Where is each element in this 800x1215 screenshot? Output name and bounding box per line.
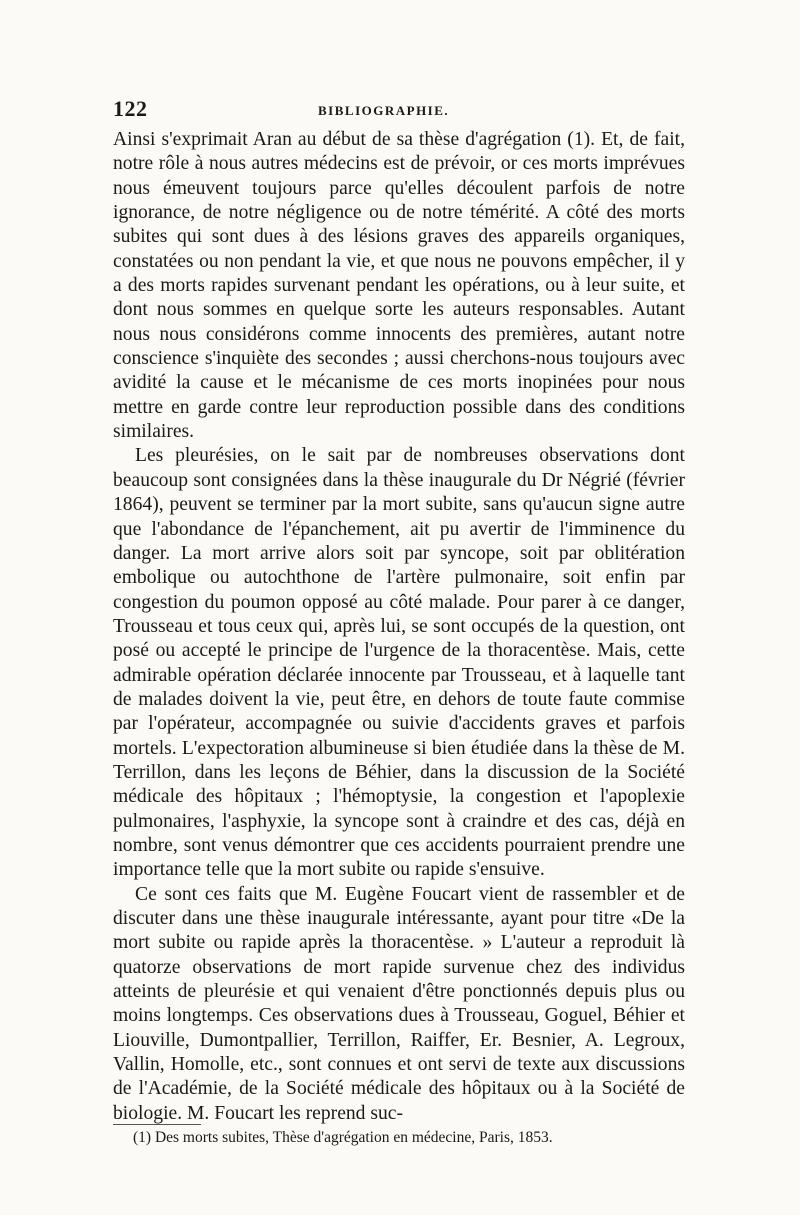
page-header bbox=[113, 96, 685, 124]
running-title: BIBLIOGRAPHIE. bbox=[318, 103, 450, 118]
paragraph-2: Les pleurésies, on le sait par de nombreuses observations dont beaucoup sont consignées dans la thèse inaugurale du Dr Négrié (février 1864), peuvent se terminer par la mort subite, sans qu'aucun signe autre que l'abondance de l'épanchement, ait pu avertir de l'imminence du danger. La mort arrive alors soit par syncope, soit par oblitération embolique ou autochthone de l'artère pulmonaire, soit enfin par congestion du poumon opposé au côté malade. Pour parer à ce danger, Trousseau et tous ceux qui, après lui, se sont occupés de la question, ont posé ou accepté le principe de l'urgence de la thoracentèse. Mais, cette admirable opération déclarée innocente par Trousseau, et à laquelle tant de malades doivent la vie, peut être, en dehors de toute faute commise par l'opérateur, accompagnée ou suivie d'accidents graves et parfois mortels. L'expectoration albumineuse si bien étudiée dans la thèse de M. Terrillon, dans les leçons de Béhier, dans la discussion de la Société médicale des hôpitaux ; l'hémoptysie, la congestion et l'apoplexie pulmonaires, l'asphyxie, la syncope sont à craindre et des cas, déjà en nombre, sont venus démontrer que ces accidents pourraient prendre une importance telle que la mort subite ou rapide s'ensuive. bbox=[113, 445, 685, 881]
paragraph-1: Ainsi s'exprimait Aran au début de sa thèse d'agrégation (1). Et, de fait, notre rôle à nous autres médecins est de prévoir, or ces morts imprévues nous émeuvent toujours parce qu'elles découlent parfois de notre ignorance, de notre négligence ou de notre témérité. A côté des morts subites qui sont dues à des lésions graves des appareils organiques, constatées ou non pendant la vie, et que nous ne pouvons empêcher, il y a des morts rapides survenant pendant les opérations, ou à leur suite, et dont nous sommes en quelque sorte les auteurs responsables. Autant nous nous considérons comme innocents des premières, autant notre conscience s'inquiète des secondes ; aussi cherchons-nous toujours avec avidité la cause et le mécanisme de ces morts inopinées pour nous mettre en garde contre leur reproduction possible dans des conditions similaires. bbox=[113, 129, 685, 443]
footnote: (1) Des morts subites, Thèse d'agrégation en médecine, Paris, 1853. bbox=[133, 1129, 553, 1146]
footnote-divider bbox=[113, 1124, 201, 1125]
page-number: 122 bbox=[113, 96, 148, 121]
paragraph-3: Ce sont ces faits que M. Eugène Foucart vient de rassembler et de discuter dans une thèse inaugurale intéressante, ayant pour titre «De la mort subite ou rapide après la thoracentèse. » L'auteur a reproduit là quatorze observations de mort rapide survenue chez des individus atteints de pleurésie et qui venaient d'être ponctionnés depuis plus ou moins longtemps. Ces observations dues à Trousseau, Goguel, Béhier et Liouville, Dumontpallier, Terrillon, Raiffer, Er. Besnier, A. Legroux, Vallin, Homolle, etc., sont connues et ont servi de texte aux discussions de l'Académie, de la Société médicale des hôpitaux ou à la Société de biologie. M. Foucart les reprend suc- bbox=[113, 883, 685, 1124]
body-text bbox=[113, 128, 685, 1126]
